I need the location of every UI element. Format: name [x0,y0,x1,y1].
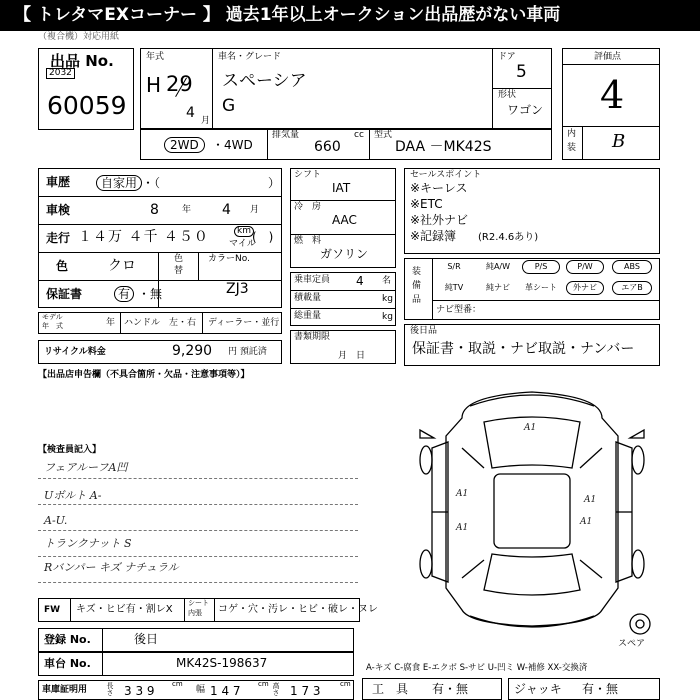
height-unit: cm [340,680,351,688]
equip-airbag: エアB [612,281,652,295]
gross-unit: kg [382,312,393,322]
warranty-label: 保証書 [46,287,83,301]
title-banner [0,0,700,31]
owner-label: 車歴 [46,175,71,189]
shape-value: ワゴン [507,103,544,117]
fw-value: キズ・ヒビ有・割レX [76,604,173,615]
month-value: 4 [186,105,195,121]
damage-mark-right-2: A1 [580,517,593,527]
equip-ext-nav: 外ナビ [566,281,604,295]
sales-point-3: ※社外ナビ [410,213,469,227]
equip-sr: S/R [436,260,472,274]
jack-label: ジャッキ [514,682,562,696]
damage-mark-left-1: A1 [456,489,469,499]
inspection-label: 車検 [46,203,71,217]
interior-label-1: 内 [567,129,577,139]
seat-label-2: 内張 [188,609,202,617]
length-unit: cm [172,680,183,688]
shift-value: IAT [332,181,351,195]
fw-label: FW [44,605,61,615]
year-era: H [146,73,162,97]
equipment-label-2: 備 [412,281,422,291]
length-label: 長さ [106,682,114,696]
ac-label: 冷 房 [294,202,322,212]
shape-label: 形状 [498,90,517,100]
score-value: 4 [600,73,625,117]
seat-label-1: シート [188,599,209,607]
sales-points-label: セールスポイント [410,170,482,180]
color-no-value: ZJ3 [226,281,249,297]
accessories-label: 後日品 [410,326,438,336]
score-label: 評価点 [594,52,622,62]
color-change-1: 色 [174,254,184,264]
drive-4wd: ・4WD [212,138,253,152]
damage-legend: A-キズ C-腐食 E-エクボ S-サビ U-凹ミ W-補修 XX-交換済 [366,663,588,673]
month-unit: 月 [201,116,211,126]
equip-leather: 革シート [522,281,560,295]
type-label: 型式 [374,130,393,140]
banner-text: 【 トレタマEXコーナー 】 過去1年以上オークション出品歴がない車両 [14,5,561,25]
year-label: 年式 [146,52,165,62]
mileage-label: 走行 [46,231,71,245]
interior-value: B [612,131,626,152]
accessories-value: 保証書・取説・ナビ取説・ナンバー [412,341,635,357]
model-label: 車名・グレード [218,52,282,62]
reg-label: 登録 No. [44,633,91,646]
warranty-yes: 有 [114,286,134,302]
inspector-note-4: トランクナット S [44,537,132,550]
year-value: 29 [166,72,193,96]
length-value: 3 3 9 [124,684,155,698]
inspector-label: 【検査員記入】 [38,445,102,455]
lot-number: 60059 [47,91,127,120]
doc-unit: 月 日 [338,351,366,361]
nav-model-label: ナビ型番： [436,305,482,315]
width-value: 1 4 7 [210,684,241,698]
inspector-note-2: Uボルト A- [44,489,102,502]
recycle-unit: 円 預託済 [228,347,267,357]
drive-2wd: 2WD [164,137,205,153]
model-year-label-2: 年 式 [42,322,63,330]
inspection-month-unit: 月 [250,205,260,215]
damage-mark-right-1: A1 [584,495,597,505]
equip-aw: 純A/W [478,260,518,274]
cert-label: 車庫証明用 [42,685,88,695]
damage-mark-left-2: A1 [456,523,469,533]
color-label: 色 [56,259,69,273]
load-unit: kg [382,294,393,304]
load-label: 積載量 [294,293,322,303]
jack-value: 有・無 [582,682,619,696]
capacity-unit: 名 [382,276,392,286]
grade: G [222,96,236,116]
mileage-mile: マイル [229,239,256,249]
chassis-value: MK42S-198637 [176,656,268,670]
door-count: 5 [516,62,527,82]
owner-value: 自家用 [96,175,142,191]
seat-value: コゲ・穴・汚レ・ヒビ・破レ・ヌレ [218,604,378,615]
sales-point-2: ※ETC [410,197,443,211]
ac-value: AAC [332,213,357,227]
damage-mark-front: A1 [524,423,537,433]
height-label: 高さ [272,682,280,696]
sales-point-1: ※キーレス [410,181,468,195]
car-damage-diagram [404,378,660,646]
inspector-note-5: Rバンパー キズ ナチュラル [44,561,179,574]
seller-remarks-label: 【出品店申告欄（不具合箇所・欠品・注意事項等）】 [38,370,250,380]
equip-tv: 純TV [436,281,472,295]
recycle-value: 9,290 [172,343,213,359]
inspector-note-1: フェアルーフA凹 [44,461,128,474]
color-change-2: 替 [174,266,184,276]
capacity-label: 乗車定員 [294,275,331,285]
spare-label: スペア [618,639,646,649]
chassis-label: 車台 No. [44,657,91,670]
inspection-year: 8 [150,202,159,218]
tool-value: 有・無 [432,682,469,696]
model-year-unit: 年 [106,318,116,328]
inspection-year-unit: 年 [182,205,192,215]
warranty-no: ・無 [138,287,163,301]
color-no-label: カラーNo. [208,254,250,264]
equip-pw: P/W [566,260,604,274]
lot-label: 出品 No. [50,52,114,70]
height-value: 1 7 3 [290,684,321,698]
sales-point-4-note: (R2.4.6あり) [478,232,539,243]
equipment-label-1: 装 [412,267,422,277]
compat-note: （複合機）対応用紙 [38,32,120,42]
dealer-label: ディーラー・並行 [208,318,280,328]
gross-label: 総重量 [294,311,322,321]
model-year-label-1: モデル [42,313,63,321]
owner-rest: ・（ ） [142,176,281,190]
width-label: 幅 [196,685,206,695]
door-label: ドア [498,52,516,62]
inspector-note-3: A-U. [44,514,68,527]
mileage-bracket: ( ) [252,230,274,244]
color-value: クロ [108,258,136,274]
displacement-value: 660 [314,139,341,155]
fuel-label: 燃 料 [294,236,322,246]
equip-ps: P/S [522,260,560,274]
mileage-unit: km [234,226,254,237]
displacement-label: 排気量 [272,130,300,140]
shift-label: シフト [294,170,322,180]
equipment-label-3: 品 [412,295,422,305]
reg-value: 後日 [134,632,159,646]
sales-point-4: ※記録簿 [410,229,457,243]
type-value: DAA －MK42S [395,139,492,155]
width-unit: cm [258,680,269,688]
mileage-value: １４万 ４千 ４５０ [78,229,209,245]
tool-label: 工 具 [372,682,409,696]
fuel-value: ガソリン [320,247,369,261]
inspection-month: 4 [222,202,231,218]
equip-abs: ABS [612,260,652,274]
doc-label: 書類期限 [294,332,331,342]
capacity-value: 4 [356,274,364,288]
lot-small: 2032 [46,68,75,79]
model-name: スペーシア [222,71,307,91]
cc-unit: cc [354,130,364,140]
handle-label: ハンドル 左・右 [124,318,197,328]
equip-nav: 純ナビ [478,281,518,295]
interior-label-2: 装 [567,143,577,153]
recycle-label: リサイクル料金 [44,347,106,357]
